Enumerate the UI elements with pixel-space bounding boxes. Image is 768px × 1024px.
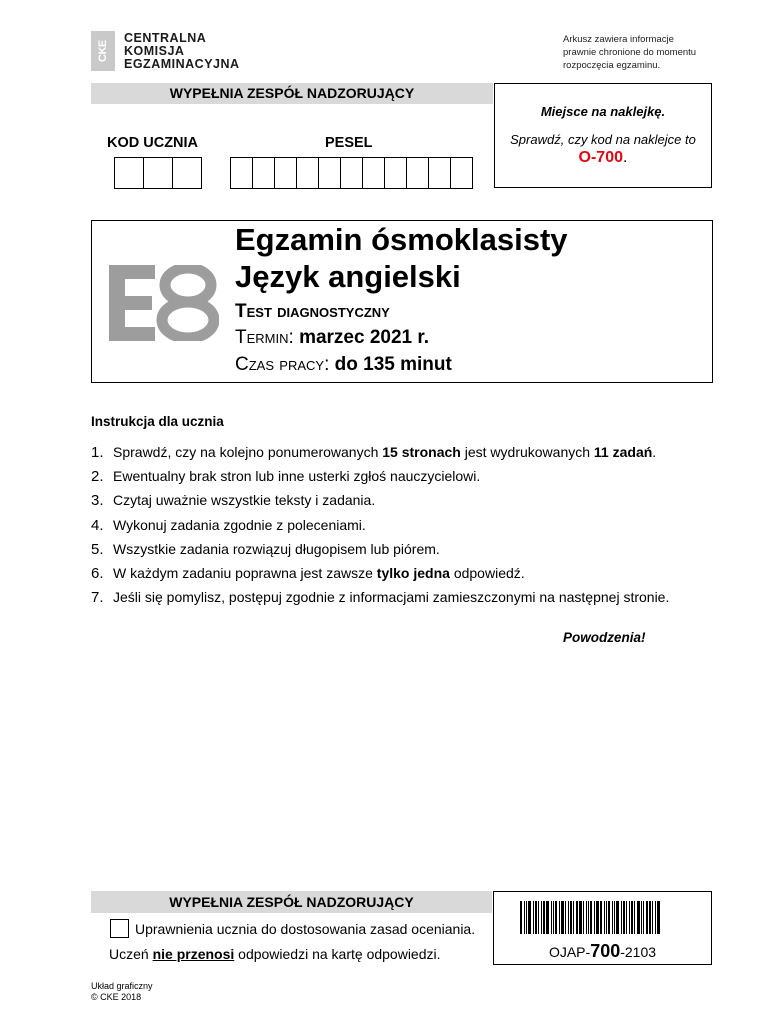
barcode-bar — [541, 901, 542, 934]
sticker-area — [494, 83, 712, 188]
cke-mark: CKE — [91, 31, 115, 71]
pesel-digit-box[interactable] — [253, 158, 275, 188]
instruction-text — [113, 589, 669, 613]
exam-code-main: 700 — [590, 941, 621, 961]
legal-notice-line: prawnie chronione do momentu — [563, 47, 697, 58]
barcode-bar — [626, 901, 627, 934]
barcode-bar — [576, 901, 578, 934]
e8-logo-icon — [109, 265, 219, 341]
pesel-digit-box[interactable] — [231, 158, 253, 188]
instruction-emphasis: tylko jedna — [376, 564, 450, 581]
barcode-bar — [641, 901, 642, 934]
barcode-bar — [590, 901, 592, 934]
barcode-bar — [533, 901, 534, 934]
instruction-item — [91, 444, 669, 468]
instruction-text-part: Wykonuj zadania zgodnie z poleceniami. — [113, 516, 366, 533]
instruction-number: 5. — [91, 540, 104, 558]
pesel-field[interactable] — [230, 157, 473, 189]
publisher-name-line: KOMISJA — [124, 44, 185, 58]
exam-code-suffix: -2103 — [620, 944, 657, 960]
sticker-title: Miejsce na naklejkę. — [540, 104, 666, 119]
barcode-bar — [612, 901, 613, 934]
barcode-bar — [520, 901, 522, 934]
barcode-bar — [546, 901, 549, 934]
barcode-bar — [608, 901, 610, 934]
instruction-text — [113, 492, 375, 516]
barcode-bar — [588, 901, 589, 934]
barcode-bar — [568, 901, 569, 934]
barcode-bar — [657, 901, 660, 934]
sticker-check-text: Sprawdź, czy kod na naklejce to — [510, 132, 696, 147]
barcode-bar — [621, 901, 622, 934]
exam-title-box — [91, 220, 713, 383]
instruction-text-part: Wszystkie zadania rozwiązuj długopisem lub piórem. — [113, 540, 440, 557]
instructions-heading: Instrukcja dla ucznia — [91, 414, 224, 429]
barcode-bar — [551, 901, 552, 934]
barcode-bar — [538, 901, 539, 934]
no-transfer-note — [109, 946, 441, 962]
barcode-bar — [604, 901, 605, 934]
barcode-bar — [649, 901, 651, 934]
good-luck-text: Powodzenia! — [563, 630, 646, 645]
instruction-text-part: jest wydrukowanych — [460, 444, 594, 460]
instruction-text — [113, 517, 366, 541]
instruction-item — [91, 541, 669, 565]
instruction-item — [91, 517, 669, 541]
sticker-code-line — [495, 149, 711, 167]
test-type: Test diagnostyczny — [235, 301, 390, 322]
supervisor-section-header-bottom: WYPEŁNIA ZESPÓŁ NADZORUJĄCY — [91, 891, 492, 913]
sticker-code: O-700 — [578, 149, 623, 166]
copyright-line: © CKE 2018 — [91, 992, 142, 1002]
barcode-bar — [553, 901, 554, 934]
instruction-emphasis: 11 zadań — [593, 444, 653, 460]
barcode-bar — [524, 901, 525, 934]
instruction-text — [113, 541, 440, 565]
barcode-bar — [570, 901, 572, 934]
student-code-digit-box[interactable] — [144, 158, 173, 188]
pesel-digit-box[interactable] — [319, 158, 341, 188]
instruction-emphasis: 15 stronach — [382, 444, 461, 460]
layout-credit-line: Układ graficzny — [91, 981, 153, 991]
exam-title: Egzamin ósmoklasisty — [235, 222, 568, 257]
barcode-bar — [623, 901, 625, 934]
instruction-text-part: W każdym zadaniu poprawna jest zawsze — [113, 564, 377, 581]
supervisor-section-header: WYPEŁNIA ZESPÓŁ NADZORUJĄCY — [91, 83, 493, 104]
barcode-bar — [583, 901, 584, 934]
instruction-item — [91, 468, 669, 492]
instruction-number: 7. — [91, 589, 104, 607]
legal-notice-line: Arkusz zawiera informacje — [563, 34, 674, 45]
barcode-bar — [616, 901, 619, 934]
barcode-bar — [646, 901, 648, 934]
pesel-digit-box[interactable] — [363, 158, 385, 188]
instruction-item — [91, 565, 669, 589]
barcode-bar — [528, 901, 531, 934]
student-code-digit-box[interactable] — [115, 158, 144, 188]
no-transfer-prefix: Uczeń — [109, 946, 153, 962]
barcode-bar — [600, 901, 602, 934]
legal-notice — [563, 33, 733, 72]
barcode-bar — [565, 901, 566, 934]
pesel-digit-box[interactable] — [275, 158, 297, 188]
instruction-text-part: Sprawdź, czy na kolejno ponumerowanych — [113, 444, 383, 460]
barcode-bar — [543, 901, 545, 934]
exam-duration: Czas pracy: do 135 minut — [235, 354, 452, 375]
exam-subject: Język angielski — [235, 259, 461, 294]
time-value: do 135 minut — [334, 354, 452, 375]
exam-term: Termin: marzec 2021 r. — [235, 327, 430, 348]
barcode-bar — [652, 901, 653, 934]
barcode-bar — [559, 901, 560, 934]
barcode-box — [493, 891, 712, 965]
barcode-bar — [555, 901, 557, 934]
student-code-label: KOD UCZNIA — [107, 135, 199, 151]
instruction-number: 1. — [91, 444, 104, 461]
barcode-icon — [520, 901, 686, 934]
instruction-text — [113, 565, 525, 589]
barcode-bar — [535, 901, 537, 934]
student-code-field[interactable] — [114, 157, 202, 189]
exam-code — [494, 941, 711, 962]
publisher-name-line: CENTRALNA — [124, 31, 207, 45]
barcode-bar — [586, 901, 587, 934]
no-transfer-emphasis: nie przenosi — [152, 946, 235, 962]
accommodation-label: Uprawnienia ucznia do dostosowania zasad oceniania. — [135, 921, 476, 937]
term-label: Termin — [235, 327, 289, 348]
cke-logo — [91, 31, 241, 71]
instruction-number: 3. — [91, 492, 104, 510]
barcode-bar — [596, 901, 599, 934]
sticker-code-suffix: . — [623, 149, 628, 166]
barcode-bar — [579, 901, 582, 934]
instruction-item — [91, 589, 669, 613]
student-code-digit-box[interactable] — [173, 158, 201, 188]
barcode-bar — [629, 901, 630, 934]
term-value: marzec 2021 r. — [299, 327, 430, 348]
instruction-number: 2. — [91, 468, 104, 486]
barcode-bar — [655, 901, 656, 934]
instruction-number: 6. — [91, 564, 104, 582]
barcode-bar — [643, 901, 644, 934]
instruction-text-part: Jeśli się pomylisz, postępuj zgodnie z informacjami zamieszczonymi na następnej stronie. — [113, 589, 670, 606]
time-label: Czas pracy — [235, 354, 325, 375]
pesel-digit-box[interactable] — [341, 158, 363, 188]
barcode-bar — [561, 901, 564, 934]
instruction-text — [113, 468, 480, 492]
pesel-digit-box[interactable] — [297, 158, 319, 188]
pesel-digit-box[interactable] — [429, 158, 451, 188]
barcode-bar — [573, 901, 574, 934]
instruction-number: 4. — [91, 516, 104, 534]
instruction-text-part: . — [652, 444, 657, 460]
barcode-bar — [634, 901, 635, 934]
instruction-text-part: Ewentualny brak stron lub inne usterki zgłoś nauczycielowi. — [113, 468, 481, 485]
exam-code-prefix: OJAP- — [548, 944, 591, 960]
barcode-bar — [637, 901, 640, 934]
barcode-bar — [594, 901, 595, 934]
layout-credit — [91, 981, 153, 1003]
pesel-digit-box[interactable] — [451, 158, 472, 188]
instruction-item — [91, 492, 669, 516]
instructions-list — [91, 444, 669, 613]
barcode-bar — [614, 901, 615, 934]
pesel-label: PESEL — [325, 135, 373, 151]
pesel-digit-box[interactable] — [385, 158, 407, 188]
instruction-text-part: odpowiedź. — [449, 564, 525, 581]
barcode-bar — [606, 901, 607, 934]
barcode-bar — [526, 901, 527, 934]
instruction-text — [113, 444, 656, 468]
instruction-text-part: Czytaj uważnie wszystkie teksty i zadania. — [113, 492, 376, 509]
accommodation-checkbox[interactable] — [110, 919, 129, 938]
legal-notice-line: rozpoczęcia egzaminu. — [563, 60, 661, 71]
publisher-name-line: EGZAMINACYJNA — [124, 57, 240, 71]
pesel-digit-box[interactable] — [407, 158, 429, 188]
barcode-bar — [631, 901, 633, 934]
no-transfer-suffix: odpowiedzi na kartę odpowiedzi. — [234, 946, 441, 962]
publisher-name — [124, 32, 240, 71]
